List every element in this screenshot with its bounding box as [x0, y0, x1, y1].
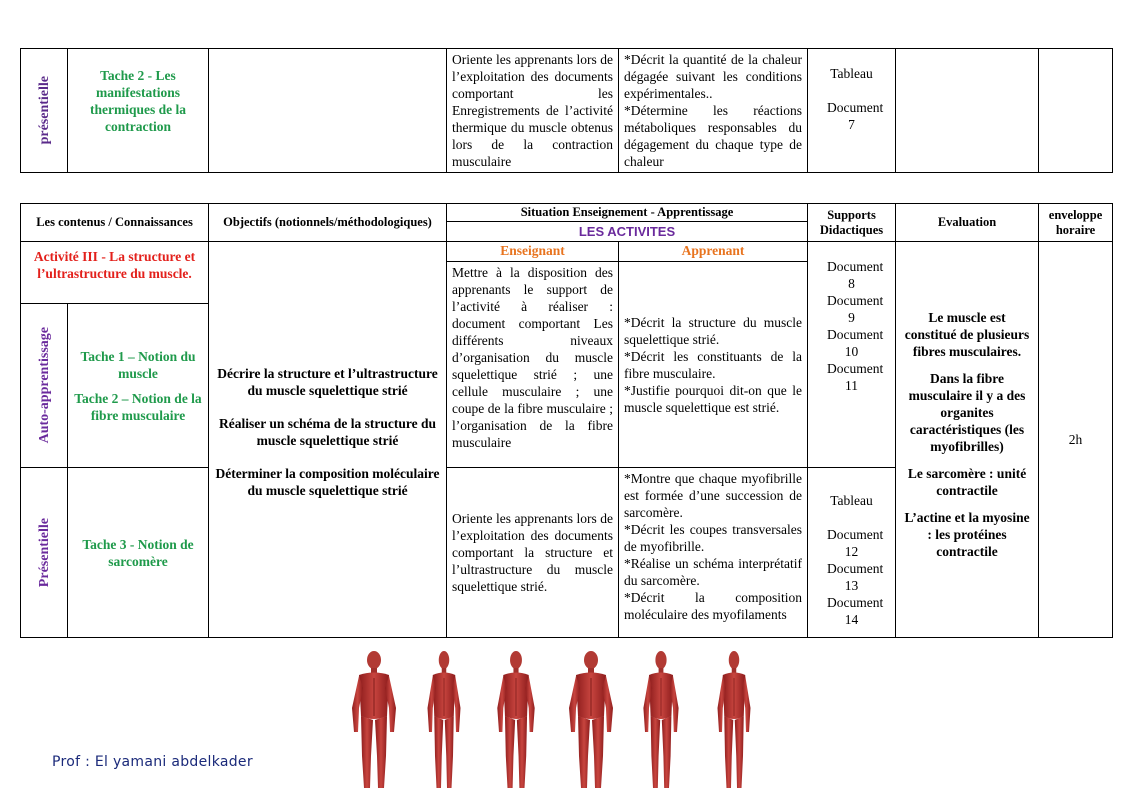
header-activites: LES ACTIVITES [447, 222, 808, 242]
author-label: Prof : El yamani abdelkader [52, 754, 253, 770]
apprenant-line: *Justifie pourquoi dit-on que le muscle squelettique est strié. [624, 382, 803, 415]
objective-item: Réaliser un schéma de la structure du muscle squelettique strié [219, 415, 436, 448]
objectives-cell [209, 242, 447, 638]
apprenant-line: *Décrit la quantité de la chaleur dégagée suivant les conditions expérimentales.. [624, 52, 802, 101]
apprenant-line: *Décrit la structure du muscle squelettique strié. [624, 314, 803, 347]
header-situation: Situation Enseignement - Apprentissage [447, 204, 808, 222]
header-apprenant: Apprenant [619, 242, 808, 262]
support-item: Document 9 [827, 293, 884, 325]
mode-label: Auto-apprentissage [36, 327, 52, 444]
apprenant-line: *Décrit les constituants de la fibre musculaire. [624, 348, 803, 381]
header-enveloppe: enveloppe horaire [1039, 204, 1113, 242]
objective-item: Déterminer la composition moléculaire du muscle squelettique strié [215, 465, 440, 498]
support-item: Document 14 [827, 595, 884, 627]
apprenant-line: *Décrit la composition moléculaire des myofilaments [624, 590, 803, 622]
tasks-cell [68, 304, 209, 468]
support-item: Tableau [830, 493, 873, 508]
duration-cell-empty [1039, 49, 1113, 173]
figure-side [428, 651, 461, 788]
evaluation-item: L’actine et la myosine : les protéines contractile [904, 510, 1030, 559]
figure-back [569, 651, 613, 788]
apprenant-line: *Réalise un schéma interprétatif du sarcomère. [624, 556, 803, 588]
evaluation-item: Le sarcomère : unité contractile [907, 466, 1027, 498]
apprenant-line: *Montre que chaque myofibrille est formée d’une succession de sarcomère. [624, 471, 803, 520]
mode-cell-presentielle [21, 468, 68, 638]
evaluation-item: Le muscle est constitué de plusieurs fibres musculaires. [904, 310, 1030, 359]
main-lesson-table [20, 203, 1113, 638]
support-item: Document 12 [827, 527, 884, 559]
support-item: Document 7 [827, 100, 884, 132]
mode-label: Présentielle [36, 517, 52, 588]
apprenant-line: *Décrit les coupes transversales de myofibrille. [624, 522, 803, 554]
supports-cell [808, 49, 896, 173]
support-item: Tableau [830, 66, 873, 81]
objective-item: Décrire la structure et l’ultrastructure du muscle squelettique strié [217, 365, 438, 398]
task-item: Tache 1 – Notion du muscle [80, 348, 196, 381]
top-lesson-table [20, 48, 1113, 173]
task-cell: Tache 2 - Les manifestations thermiques de la contraction [68, 49, 209, 173]
duration-cell: 2h [1039, 242, 1113, 638]
apprenant-cell-1 [619, 262, 808, 468]
enseignant-cell-2: Oriente les apprenants lors de l’exploitation des documents comportant la structure et l’ultrastructure du muscle squelettique strié. [447, 468, 619, 638]
apprenant-line: *Détermine les réactions métaboliques responsables du dégagement du chaque type de chaleur [624, 103, 802, 169]
support-item: Document 8 [827, 259, 884, 291]
supports-cell-1 [808, 242, 896, 468]
enseignant-cell: Oriente les apprenants lors de l’exploitation des documents comportant les Enregistrements de l’activité thermique du muscle obtenus lors de la contraction musculaire [447, 49, 619, 173]
figure-front [352, 651, 396, 788]
figure-side-right [718, 651, 751, 788]
header-evaluation: Evaluation [896, 204, 1039, 242]
mode-label: présentielle [36, 76, 52, 145]
task-item: Tache 2 – Notion de la fibre musculaire [74, 390, 202, 423]
muscle-anatomy-figures [336, 646, 774, 792]
mode-cell-auto [21, 304, 68, 468]
header-contenus: Les contenus / Connaissances [21, 204, 209, 242]
header-supports: Supports Didactiques [808, 204, 896, 242]
apprenant-cell-2 [619, 468, 808, 638]
header-objectifs: Objectifs (notionnels/méthodologiques) [209, 204, 447, 242]
supports-cell-2 [808, 468, 896, 638]
enseignant-cell-1: Mettre à la disposition des apprenants le support de l’activité à réaliser : document comportant Les différents niveaux d’organisation du muscle squelettique strié ; une cellule musculaire ; une coupe de la fibre musculaire ; l’organisation de la fibre musculaire [447, 262, 619, 468]
support-item: Document 13 [827, 561, 884, 593]
evaluation-cell-empty [896, 49, 1039, 173]
mode-cell [21, 49, 68, 173]
support-item: Document 11 [827, 361, 884, 393]
objectives-cell-empty [209, 49, 447, 173]
evaluation-item: Dans la fibre musculaire il y a des organites caractéristiques (les myofibrilles) [908, 371, 1026, 454]
header-enseignant: Enseignant [447, 242, 619, 262]
apprenant-cell [619, 49, 808, 173]
activity-title: Activité III - La structure et l’ultrastructure du muscle. [21, 242, 209, 304]
task3-cell: Tache 3 - Notion de sarcomère [68, 468, 209, 638]
figure-three-quarter [497, 651, 534, 788]
support-item: Document 10 [827, 327, 884, 359]
evaluation-cell [896, 242, 1039, 638]
figure-side-back [643, 651, 678, 788]
